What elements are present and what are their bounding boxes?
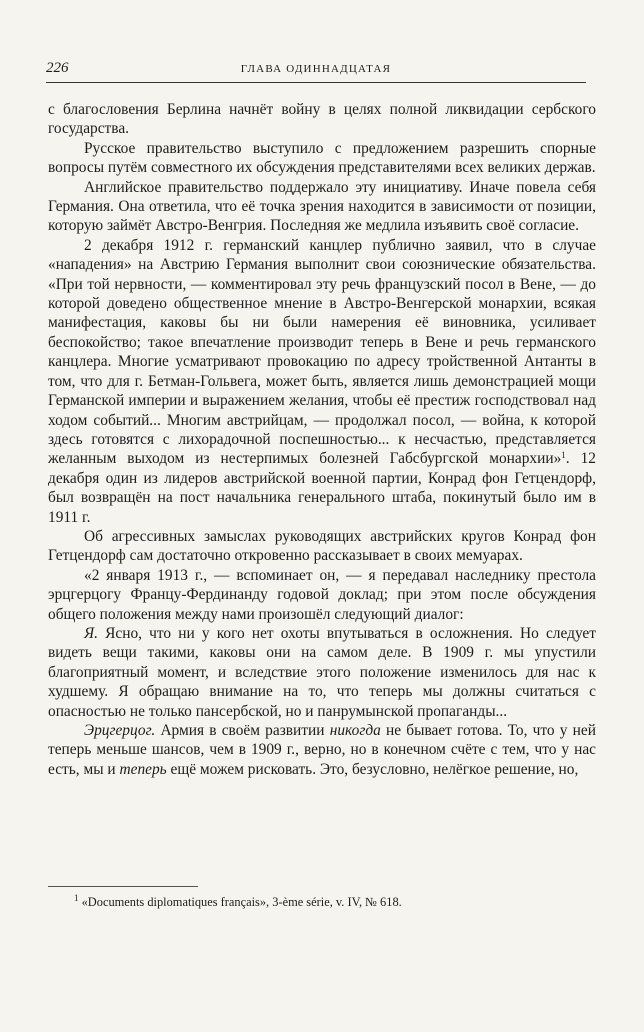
paragraph: Об агрессивных замыслах руководящих австрийских кругов Конрад фон Гетцендорф сам достаточно откровенно рассказывает в своих мемуарах.: [48, 527, 596, 565]
body-text: [48, 100, 596, 779]
page-header: [46, 60, 586, 83]
dialogue-paragraph: [48, 721, 596, 779]
dialogue-paragraph: [48, 624, 596, 721]
paragraph: 2 декабря 1912 г. германский канцлер публично заявил, что в случае «нападения» на Австрию Германия выполнит свои союзнические обязательства. «При той нервности, — комментировал эту речь французский посол в Вене, — до которой доведено общественное мнение в Австро-Венгерской монархии, всякая манифестация, каковы бы ни были намерения её виновника, усиливает беспокойство; такое впечатление производит теперь в Вене и речь германского канцлера. Многие усматривают провокацию по адресу тройственной Антанты в том, что для г. Бетман-Гольвега, может быть, является лишь демонстрацией мощи Германской империи и выражением желания, чтобы её престиж господствовал над ходом событий... Многим австрийцам, — продолжал посол, — война, к которой здесь готовятся с лихорадочной поспешностью... к несчастью, представляется желанным выходом из нестерпимых болезней Габсбургской монархии»$^1$. 12 декабря один из лидеров австрийской военной партии, Конрад фон Гетцендорф, был возвращён на пост начальника генерального штаба, покинутый было им в 1911 г.: [48, 236, 596, 526]
emphasis-text: теперь: [119, 760, 167, 778]
paragraph: с благословения Берлина начнёт войну в целях полной ликвидации сербского государства.: [48, 101, 596, 138]
footnote-divider: [48, 886, 198, 887]
paragraph: Русское правительство выступило с предложением разрешить спорные вопросы путём совместного их обсуждения представителями всех великих держав.: [48, 139, 596, 177]
footnote-marker: 1: [74, 893, 79, 903]
dialogue-text: Армия в своём развитии: [160, 722, 325, 739]
speaker-name: Эрцгерцог.: [84, 722, 156, 739]
speaker-name: Я.: [84, 624, 98, 642]
page-number: 226: [46, 60, 69, 76]
emphasis-text: никогда: [329, 722, 381, 739]
dialogue-text: ещё можем рисковать. Это, безусловно, нелёгкое решение, но,: [170, 760, 579, 778]
quote-paragraph: «2 января 1913 г., — вспоминает он, — я передавал наследнику престола эрцгерцогу Францу-Фердинанду годовой доклад; при этом после обсуждения общего положения между нами произошёл следующий диалог:: [48, 566, 596, 623]
paragraph-text: 12 декабря один из лидеров австрийской военной партии, Конрад фон Гетцендорф, был возвращён на пост начальника генерального штаба, покинутый было им в 1911 г.: [48, 450, 596, 526]
footnote: [74, 894, 588, 910]
dialogue-text: не бывает готова. То, что у ней теперь меньше шансов, чем в 1909 г., верно, но в конечном счёте с тем, что у нас есть, мы и: [48, 722, 596, 778]
footnote-reference: 1: [561, 450, 566, 461]
running-title: ГЛАВА ОДИННАДЦАТАЯ: [240, 63, 392, 75]
footnote-text: «Documents diplomatiques français», 3-ème série, v. IV, № 618.: [81, 895, 402, 909]
dialogue-text: Ясно, что ни у кого нет охоты впутываться в осложнения. Но следует видеть вещи такими, каковы они на самом деле. В 1909 г. мы упустили благоприятный момент, и вследствие этого положение изменилось для нас к худшему. Я обращаю внимание на то, что теперь мы должны считаться с опасностью не только пансербской, но и панрумынской пропаганды...: [48, 624, 596, 720]
paragraph: Английское правительство поддержало эту инициативу. Иначе повела себя Германия. Она ответила, что её точка зрения находится в зависимости от позиции, которую займёт Австро-Венгрия. Последняя же медлила изъявить своё согласие.: [48, 178, 596, 235]
paragraph-text: 2 декабря 1912 г. германский канцлер публично заявил, что в случае «нападения» на Австрию Германия выполнит свои союзнические обязательства. «При той нервности, — комментировал эту речь французский посол в Вене, — до которой доведено общественное мнение в Австро-Венгерской монархии, всякая манифестация, каковы бы ни были намерения её виновника, усиливает беспокойство; такое впечатление производит теперь в Вене и речь германского канцлера. Многие усматривают провокацию по адресу тройственной Антанты в том, что для г. Бетман-Гольвега, может быть, является лишь демонстрацией мощи Германской империи и выражением желания, чтобы её престиж господствовал над ходом событий... Многим австрийцам, — продолжал посол, — война, к которой здесь готовятся с лихорадочной поспешностью... к несчастью, представляется желанным выходом из нестерпимых болезней Габсбургской монархии»: [48, 236, 596, 468]
